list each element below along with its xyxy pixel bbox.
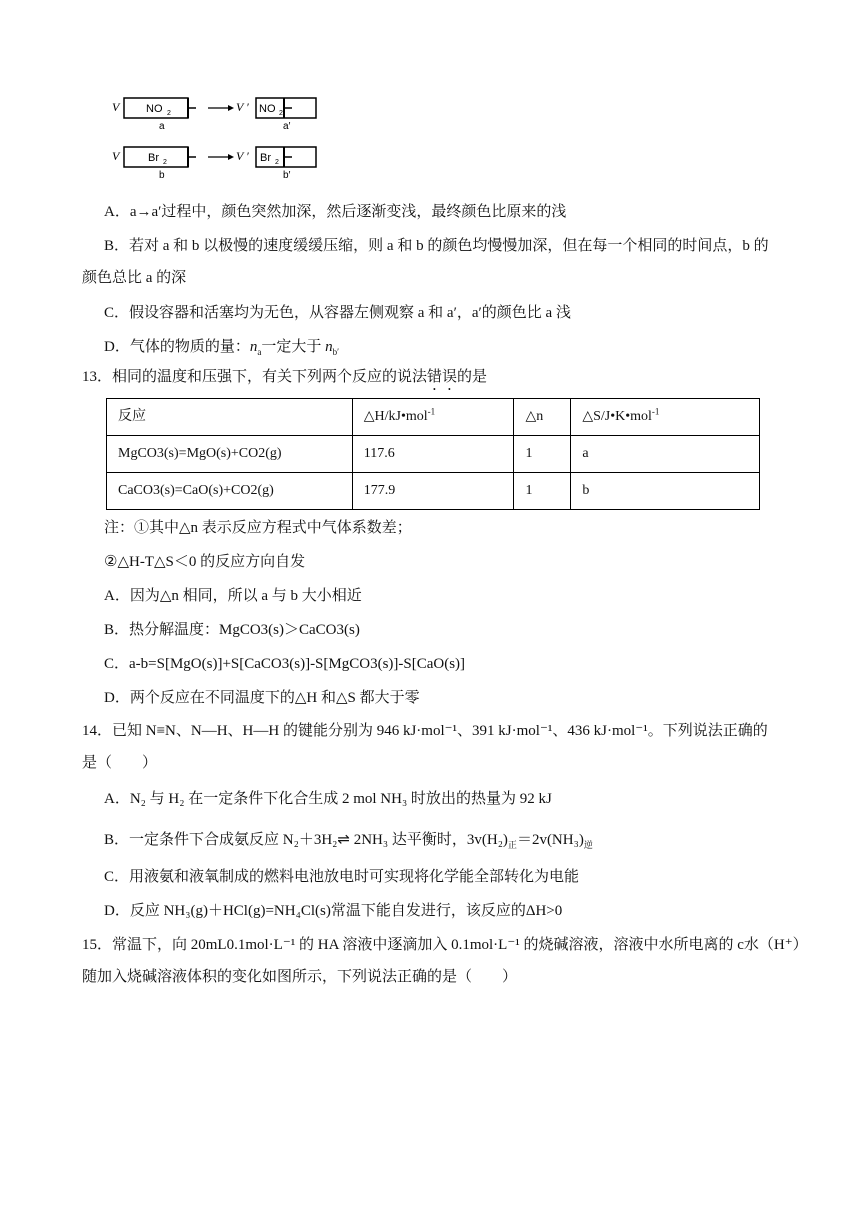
svg-text:V ′: V ′ [236, 100, 249, 114]
q12-option-b-line1: B．若对 a 和 b 以极慢的速度缓缓压缩，则 a 和 b 的颜色均慢慢加深，但在每一个相同的时间点，b 的 [104, 238, 769, 254]
reaction-table [106, 398, 760, 510]
table-row [107, 436, 760, 473]
q12-option-a: A．a→a′过程中，颜色突然加深，然后逐渐变浅，最终颜色比原来的浅 [104, 204, 567, 220]
svg-text:2: 2 [167, 110, 171, 117]
svg-text:Br: Br [148, 152, 159, 164]
table-header: △n [514, 399, 571, 436]
q14-option-d: D．反应 NH₃(g)＋HCl(g)=NH₄Cl(s)常温下能自发进行，该反应的ΔH>0 [104, 903, 563, 919]
table-cell: 1 [514, 473, 571, 510]
table-row [107, 473, 760, 510]
svg-text:2: 2 [275, 159, 279, 166]
q14-stem-line1: 14．已知 N≡N、N—H、H—H 的键能分别为 946 kJ·mol⁻¹、391 kJ·mol⁻¹、436 kJ·mol⁻¹。下列说法正确的 [82, 723, 768, 739]
q13-option-b: B．热分解温度：MgCO3(s)＞CaCO3(s) [104, 622, 360, 638]
fig-label-b: b [159, 170, 165, 180]
q14-option-b: B．一定条件下合成氨反应 N₂＋3H₂⇌ 2NH₃ 达平衡时，$3v(H_2)_正=2v(NH_3)_逆$ [104, 830, 593, 850]
q13-stem: 13．相同的温度和压强下，有关下列两个反应的说法错误的是 [82, 369, 488, 385]
q14-stem-line2: 是（ ） [82, 755, 158, 771]
table-cell: CaCO3(s)=CaO(s)+CO2(g) [107, 473, 353, 510]
table-header-row [107, 399, 760, 436]
fig-label-a: a [159, 121, 165, 132]
svg-text:V: V [112, 149, 120, 163]
table-cell: 177.9 [352, 473, 514, 510]
svg-text:Br: Br [260, 152, 271, 164]
table-cell: 117.6 [352, 436, 514, 473]
svg-text:2: 2 [163, 159, 167, 166]
q13-note-2: ②△H-T△S＜0 的反应方向自发 [104, 554, 306, 570]
q13-option-d: D．两个反应在不同温度下的△H 和△S 都大于零 [104, 690, 420, 706]
equilibrium-arrow-icon: ⇌ [337, 830, 350, 848]
table-header: △S/J•K•mol$^{-1}$ [571, 399, 760, 436]
table-header: △H/kJ•mol$^{-1}$ [352, 399, 514, 436]
svg-text:2: 2 [279, 110, 283, 117]
q13-note-1: 注：①其中△n 表示反应方程式中气体系数差； [104, 520, 412, 536]
svg-text:V ′: V ′ [236, 149, 249, 163]
svg-text:a′: a′ [283, 121, 291, 132]
q13-option-a: A．因为△n 相同，所以 a 与 b 大小相近 [104, 588, 362, 604]
table-cell: MgCO3(s)=MgO(s)+CO2(g) [107, 436, 353, 473]
q15-stem-line2: 随加入烧碱溶液体积的变化如图所示，下列说法正确的是（ ） [82, 969, 518, 985]
piston-figure [112, 94, 322, 180]
table-header: 反应 [107, 399, 353, 436]
svg-text:NO: NO [259, 103, 276, 115]
q14-option-c: C．用液氨和液氧制成的燃料电池放电时可实现将化学能全部转化为电能 [104, 869, 580, 885]
svg-text:b′: b′ [283, 170, 291, 180]
fig-row1-left-label: V [112, 100, 120, 114]
table-cell: 1 [514, 436, 571, 473]
fig-a-gas: NO [146, 103, 163, 115]
q12-option-d: D．气体的物质的量：$n_a$一定大于 $n_{b'}$ [104, 339, 340, 357]
q15-stem-line1: 15．常温下，向 20mL0.1mol·L⁻¹ 的 HA 溶液中逐滴加入 0.1mol·L⁻¹ 的烧碱溶液，溶液中水所电离的 c水（H⁺） [82, 937, 808, 953]
q12-option-b-line2: 颜色总比 a 的深 [82, 270, 187, 286]
q14-option-a: A．N₂ 与 H₂ 在一定条件下化合生成 2 mol NH₃ 时放出的热量为 92 kJ [104, 791, 552, 807]
table-cell: a [571, 436, 760, 473]
q12-option-c: C．假设容器和活塞均为无色，从容器左侧观察 a 和 a′，a′的颜色比 a 浅 [104, 305, 571, 321]
table-cell: b [571, 473, 760, 510]
q13-option-c: C．a-b=S[MgO(s)]+S[CaCO3(s)]-S[MgCO3(s)]-S[CaO(s)] [104, 656, 466, 672]
